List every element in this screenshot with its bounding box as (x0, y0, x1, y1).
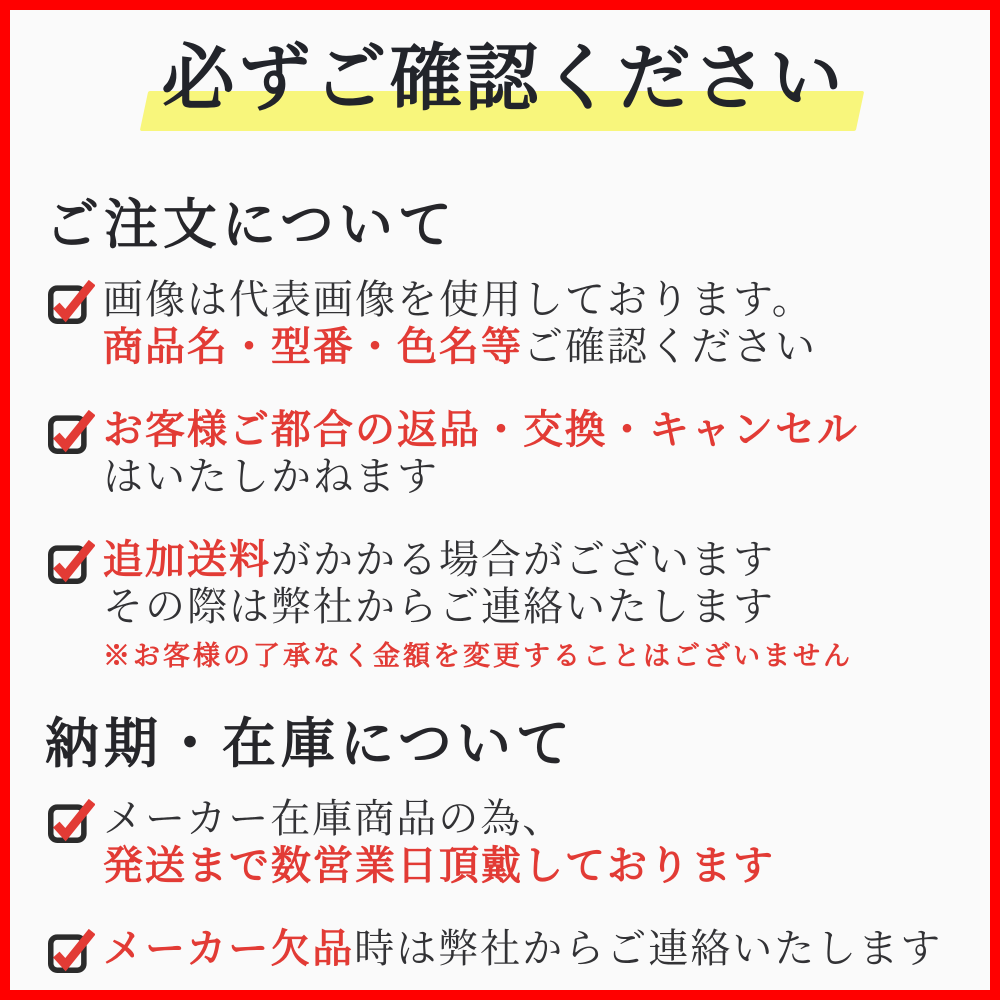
notice-line (103, 925, 962, 972)
list-item (47, 406, 962, 500)
title-text: 必ずご確認ください (161, 38, 846, 119)
fine-print-note: ※お客様の了承なく金額を変更することはございません (103, 641, 853, 671)
page-title (45, 34, 962, 144)
list-item-text (103, 536, 962, 673)
text-black: がかかる場合がございます (271, 537, 775, 582)
list-item-text (103, 276, 962, 370)
section-heading-delivery: 納期・在庫について (45, 714, 575, 774)
text-red: 発送まで数営業日頂戴しております (103, 843, 775, 888)
title-inner (162, 34, 846, 144)
text-black: その際は弊社からご連絡いたします (103, 584, 775, 629)
text-red: 商品名・型番・色名等 (103, 324, 523, 369)
checkbox-checked-icon (47, 278, 95, 324)
list-item-text (103, 925, 962, 972)
text-red: メーカー欠品 (103, 926, 355, 971)
list-item (47, 536, 962, 673)
text-black: 画像は代表画像を使用しております。 (103, 277, 814, 322)
checkbox-checked-icon (47, 538, 95, 584)
notice-line (103, 453, 962, 500)
checkbox-checked-icon (47, 927, 95, 973)
notice-line (103, 536, 962, 583)
notice-line (103, 795, 962, 842)
section-heading-order: ご注文について (45, 195, 457, 255)
text-black: メーカー在庫商品の為、 (103, 796, 565, 841)
notice-line (103, 583, 962, 630)
notice-line (103, 842, 962, 889)
text-red: お客様ご都合の返品・交換・キャンセル (103, 407, 859, 452)
notice-content (10, 10, 990, 973)
text-black: はいたしかねます (103, 454, 439, 499)
text-black: ご確認ください (523, 324, 817, 369)
text-red: 追加送料 (103, 537, 271, 582)
list-item (47, 925, 962, 973)
notice-line (103, 406, 962, 453)
checkbox-checked-icon (47, 408, 95, 454)
checkbox-checked-icon (47, 797, 95, 843)
list-item-text (103, 795, 962, 889)
list-item-text (103, 406, 962, 500)
notice-line (103, 276, 962, 323)
list-item (47, 276, 962, 370)
text-black: 時は弊社からご連絡いたします (354, 926, 943, 971)
notice-line (103, 323, 962, 370)
list-item (47, 795, 962, 889)
